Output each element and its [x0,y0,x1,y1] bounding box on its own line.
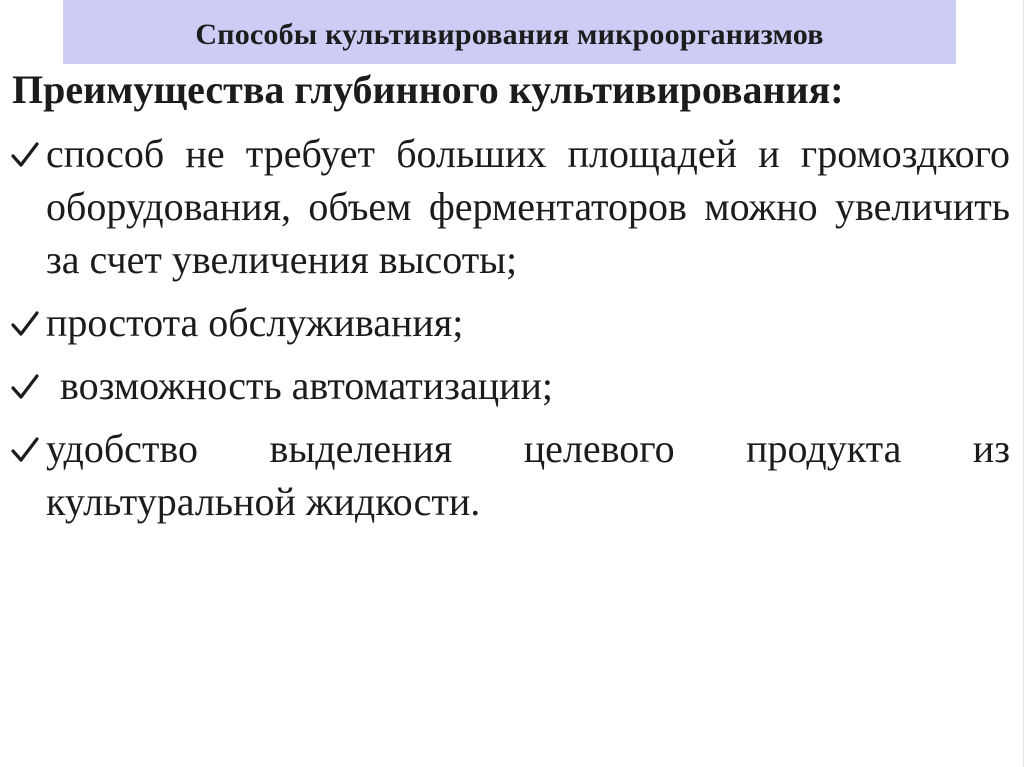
bullet-text: простота обслуживания; [46,300,464,345]
checkmark-icon [10,309,40,339]
checkmark-icon [10,140,40,170]
bullet-text: удобство выделения целевого продукта из культуральной жидкости. [46,426,1010,524]
checkmark-icon [10,435,40,465]
bullet-item [0,359,1024,412]
bullet-text: возможность автоматизации; [60,363,554,408]
checkmark-icon [10,372,40,402]
section-heading: Преимущества глубинного культивирования: [12,67,844,112]
bullet-item [0,422,1024,528]
title-band [63,0,956,64]
bullet-item [0,127,1024,286]
slide-title: Способы культивирования микроорганизмов [195,18,824,51]
bullet-item [0,296,1024,349]
bullet-list [0,127,1024,538]
bullet-text: способ не требует больших площадей и громоздкого оборудования, объем ферментаторов можно увеличить за счет увеличения высоты; [46,131,1010,282]
